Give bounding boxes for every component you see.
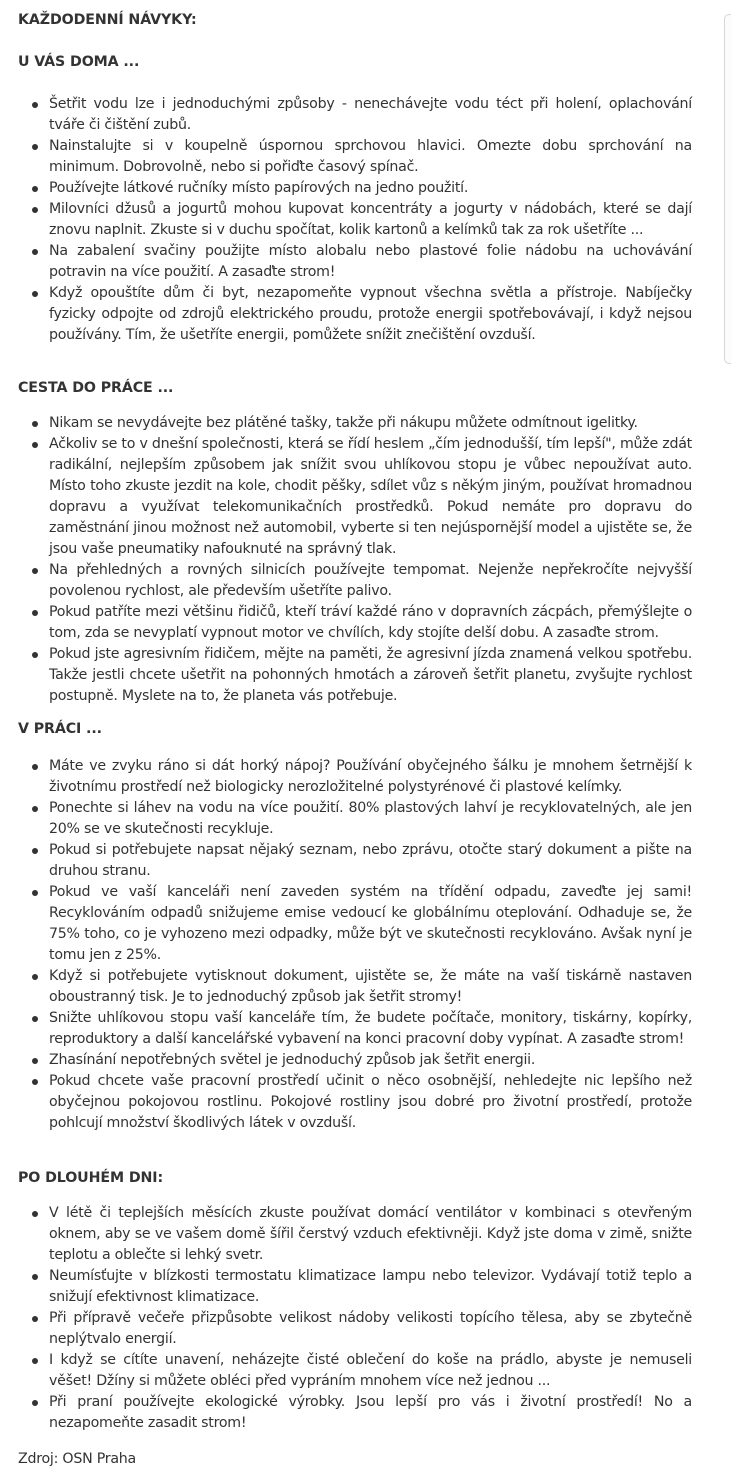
list-item: Zhasínání nepotřebných světel je jednoduchý způsob jak šetřit energii. [18, 1050, 692, 1071]
list-item: Nikam se nevydávejte bez plátěné tašky, takže při nákupu můžete odmítnout igelitky. [18, 413, 692, 434]
list-item: Na přehledných a rovných silnicích používejte tempomat. Nejenže nepřekročíte nejvyšší povolenou rychlost, ale především ušetříte palivo. [18, 560, 692, 602]
section-commute [18, 378, 692, 707]
list-item: V létě či teplejších měsících zkuste používat domácí ventilátor v kombinaci s otevřeným oknem, aby se ve vašem domě šířil čerstvý vzduch efektivněji. Když jste doma v zimě, snižte teplotu a oblečte si lehký svetr. [18, 1203, 692, 1266]
list-item: Šetřit vodu lze i jednoduchými způsoby - nenechávejte vodu téct při holení, oplachování tváře či čištění zubů. [18, 94, 692, 136]
section-heading-work: V PRÁCI ... [18, 721, 102, 737]
page-title: KAŽDODENNÍ NÁVYKY: [18, 12, 197, 28]
list-item: Při přípravě večeře přizpůsobte velikost nádoby velikosti topícího tělesa, aby se zbytečně neplýtvalo energií. [18, 1308, 692, 1350]
list-item: I když se cítíte unavení, neházejte čisté oblečení do koše na prádlo, abyste je nemuseli věšet! Džíny si můžete obléci před vypráním mnohem více než jednou ... [18, 1350, 692, 1392]
list-item: Nainstalujte si v koupelně úspornou sprchovou hlavici. Omezte dobu sprchování na minimum. Dobrovolně, nebo si pořiďte časový spínač. [18, 136, 692, 178]
section-heading-home: U VÁS DOMA ... [18, 54, 140, 70]
list-item: Neumísťujte v blízkosti termostatu klimatizace lampu nebo televizor. Vydávají totiž teplo a snižují efektivnost klimatizace. [18, 1266, 692, 1308]
list-item: Pokud jste agresivním řidičem, mějte na paměti, že agresivní jízda znamená velkou spotřebu. Takže jestli chcete ušetřit na pohonných hmotách a zároveň šetřit planetu, zvyšujte rychlost postupně. Myslete na to, že planeta vás potřebuje. [18, 644, 692, 707]
side-scrollbar[interactable] [724, 14, 731, 364]
tips-list-work [18, 756, 692, 1134]
section-work [18, 719, 692, 1134]
list-item: Milovníci džusů a jogurtů mohou kupovat koncentráty a jogurty v nádobách, které se dají znovu naplnit. Zkuste si v duchu spočítat, kolik kartonů a kelímků tak za rok ušetříte ... [18, 199, 692, 241]
tips-list-home [18, 94, 692, 346]
list-item: Když si potřebujete vytisknout dokument, ujistěte se, že máte na vaší tiskárně nastaven oboustranný tisk. Je to jednoduchý způsob jak šetřit stromy! [18, 966, 692, 1008]
list-item: Pokud si potřebujete napsat nějaký seznam, nebo zprávu, otočte starý dokument a pište na druhou stranu. [18, 840, 692, 882]
list-item: Pokud ve vaší kanceláři není zaveden systém na třídění odpadu, zaveďte jej sami! Recyklováním odpadů snižujeme emise vedoucí ke globálnímu oteplování. Odhaduje se, že 75% toho, co je vyhozeno mezi odpadky, může být ve skutečnosti recyklováno. Avšak nyní je tomu jen z 25%. [18, 882, 692, 966]
list-item: Když opouštíte dům či byt, nezapomeňte vypnout všechna světla a přístroje. Nabíječky fyzicky odpojte od zdrojů elektrického proudu, protože energii spotřebovávají, i když nejsou používány. Tím, že ušetříte energii, pomůžete snížit znečištění ovzduší. [18, 283, 692, 346]
list-item: Máte ve zvyku ráno si dát horký nápoj? Používání obyčejného šálku je mnohem šetrnější k životnímu prostředí než biologicky nerozložitelné polystyrénové či plastové kelímky. [18, 756, 692, 798]
list-item: Na zabalení svačiny použijte místo alobalu nebo plastové folie nádobu na uchovávání potravin na více použití. A zasaďte strom! [18, 241, 692, 283]
list-item: Ponechte si láhev na vodu na více použití. 80% plastových lahví je recyklovatelných, ale jen 20% se ve skutečnosti recykluje. [18, 798, 692, 840]
list-item: Používejte látkové ručníky místo papírových na jedno použití. [18, 178, 692, 199]
list-item: Při praní používejte ekologické výrobky. Jsou lepší pro vás i životní prostředí! No a nezapomeňte zasadit strom! [18, 1392, 692, 1434]
tips-list-commute [18, 413, 692, 707]
tips-list-evening [18, 1203, 692, 1434]
article-content [18, 8, 692, 1484]
list-item: Pokud patříte mezi většinu řidičů, kteří tráví každé ráno v dopravních zácpách, přemýšlejte o tom, zda se nevyplatí vypnout motor ve chvílích, kdy stojíte delší dobu. A zasaďte strom. [18, 602, 692, 644]
section-heading-evening: PO DLOUHÉM DNI: [18, 1170, 164, 1186]
list-item: Pokud chcete vaše pracovní prostředí učinit o něco osobnější, nehledejte nic lepšího než obyčejnou pokojovou rostlinu. Pokojové rostliny jsou dobré pro životní prostředí, protože pohlcují množství škodlivých látek v ovzduší. [18, 1071, 692, 1134]
section-heading-commute: CESTA DO PRÁCE ... [18, 380, 174, 396]
section-evening [18, 1168, 692, 1434]
list-item: Ačkoliv se to v dnešní společnosti, která se řídí heslem „čím jednodušší, tím lepší", může zdát radikální, nejlepším způsobem jak snížit svou uhlíkovou stopu je vůbec nepoužívat auto. Místo toho zkuste jezdit na kole, chodit pěšky, sdílet vůz s někým jiným, používat hromadnou dopravu a využívat telekomunikačních prostředků. Pokud nemáte pro dopravu do zaměstnání jinou možnost než automobil, vyberte si ten nejúspornější model a ujistěte se, že jsou vaše pneumatiky nafouknuté na správný tlak. [18, 434, 692, 560]
list-item: Snižte uhlíkovou stopu vaší kanceláře tím, že budete počítače, monitory, tiskárny, kopírky, reproduktory a další kancelářské vybavení na konci pracovní doby vypínat. A zasaďte strom! [18, 1008, 692, 1050]
source-note: Zdroj: OSN Praha [18, 1451, 136, 1467]
section-home [18, 52, 692, 346]
